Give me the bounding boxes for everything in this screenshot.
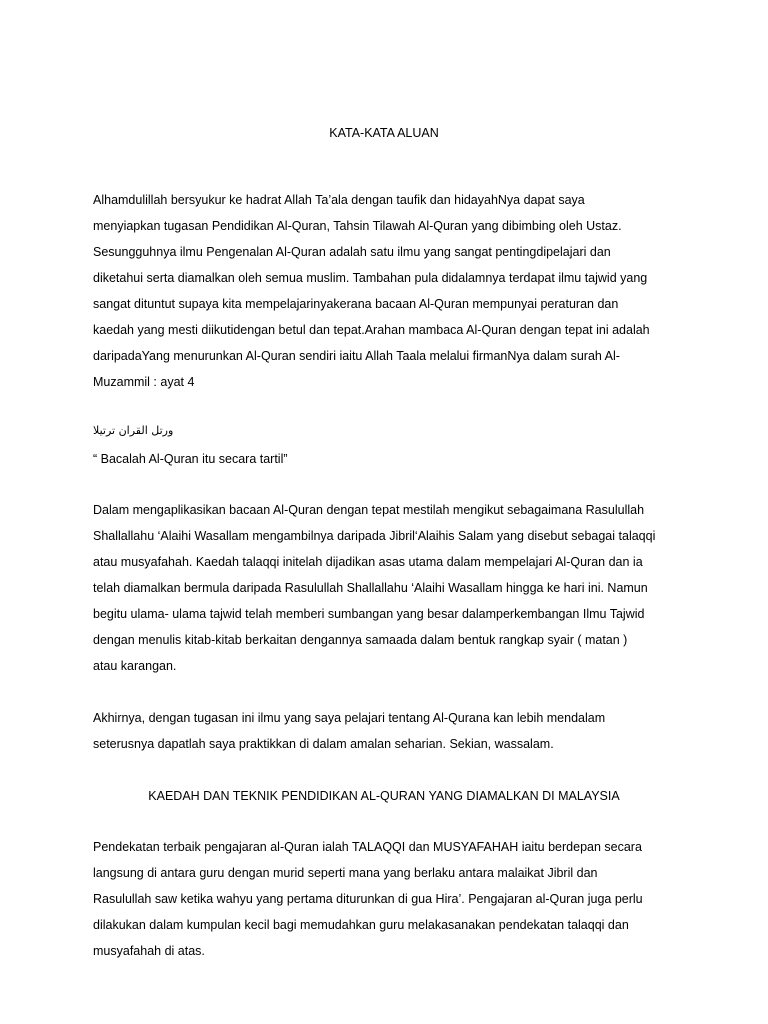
intro-line: Sesungguhnya ilmu Pengenalan Al-Quran adalah satu ilmu yang sangat pentingdipelajari dan bbox=[93, 245, 611, 259]
talaqqi-line: atau musyafahah. Kaedah talaqqi initelah dijadikan asas utama dalam mempelajari Al-Quran dan ia bbox=[93, 555, 643, 569]
talaqqi-line: begitu ulama- ulama tajwid telah memberi sumbangan yang besar dalamperkembangan Ilmu Tajwid bbox=[93, 607, 645, 621]
talaqqi-line: dengan menulis kitab-kitab berkaitan dengannya samaada dalam bentuk rangkap syair ( matan ) bbox=[93, 633, 628, 647]
intro-line: menyiapkan tugasan Pendidikan Al-Quran, Tahsin Tilawah Al-Quran yang dibimbing oleh Ustaz. bbox=[93, 219, 622, 233]
intro-line: sangat dituntut supaya kita mempelajarinyakerana bacaan Al-Quran mempunyai peraturan dan bbox=[93, 297, 619, 311]
section-line: Pendekatan terbaik pengajaran al-Quran ialah TALAQQI dan MUSYAFAHAH iaitu berdepan secara bbox=[93, 840, 642, 854]
talaqqi-paragraph bbox=[93, 503, 693, 685]
section-line: musyafahah di atas. bbox=[93, 944, 205, 958]
closing-paragraph bbox=[93, 711, 693, 763]
intro-paragraph bbox=[93, 193, 693, 401]
intro-line: diketahui serta diamalkan oleh semua muslim. Tambahan pula didalamnya terdapat ilmu tajwid yang bbox=[93, 271, 648, 285]
verse-translation: “ Bacalah Al-Quran itu secara tartil” bbox=[93, 452, 288, 466]
closing-line: Akhirnya, dengan tugasan ini ilmu yang saya pelajari tentang Al-Qurana kan lebih mendalam bbox=[93, 711, 606, 725]
intro-line: daripadaYang menurunkan Al-Quran sendiri iaitu Allah Taala melalui firmanNya dalam surah Al- bbox=[93, 349, 620, 363]
section-line: Rasulullah saw ketika wahyu yang pertama diturunkan di gua Hira’. Pengajaran al-Quran juga perlu bbox=[93, 892, 643, 906]
intro-line: kaedah yang mesti diikutidengan betul dan tepat.Arahan mambaca Al-Quran dengan tepat ini adalah bbox=[93, 323, 650, 337]
intro-line: Alhamdulillah bersyukur ke hadrat Allah Ta’ala dengan taufik dan hidayahNya dapat saya bbox=[93, 193, 585, 207]
talaqqi-line: Dalam mengaplikasikan bacaan Al-Quran dengan tepat mestilah mengikut sebagaimana Rasulullah bbox=[93, 503, 645, 517]
section-paragraph bbox=[93, 840, 693, 970]
section-line: langsung di antara guru dengan murid seperti mana yang berlaku antara malaikat Jibril dan bbox=[93, 866, 598, 880]
section-title: KAEDAH DAN TEKNIK PENDIDIKAN AL-QURAN YANG DIAMALKAN DI MALAYSIA bbox=[148, 789, 620, 803]
arabic-verse: ورتل القران ترتيلا bbox=[93, 424, 174, 437]
intro-line: Muzammil : ayat 4 bbox=[93, 375, 195, 389]
talaqqi-line: atau karangan. bbox=[93, 659, 177, 673]
talaqqi-line: Shallallahu ‘Alaihi Wasallam mengambilnya daripada Jibril‘Alaihis Salam yang disebut sebagai talaqqi bbox=[93, 529, 656, 543]
section-line: dilakukan dalam kumpulan kecil bagi memudahkan guru melakasanakan pendekatan talaqqi dan bbox=[93, 918, 629, 932]
talaqqi-line: telah diamalkan bermula daripada Rasulullah Shallallahu ‘Alaihi Wasallam hingga ke hari ini. Namun bbox=[93, 581, 648, 595]
document-title: KATA-KATA ALUAN bbox=[329, 126, 439, 140]
closing-line: seterusnya dapatlah saya praktikkan di dalam amalan seharian. Sekian, wassalam. bbox=[93, 737, 554, 751]
